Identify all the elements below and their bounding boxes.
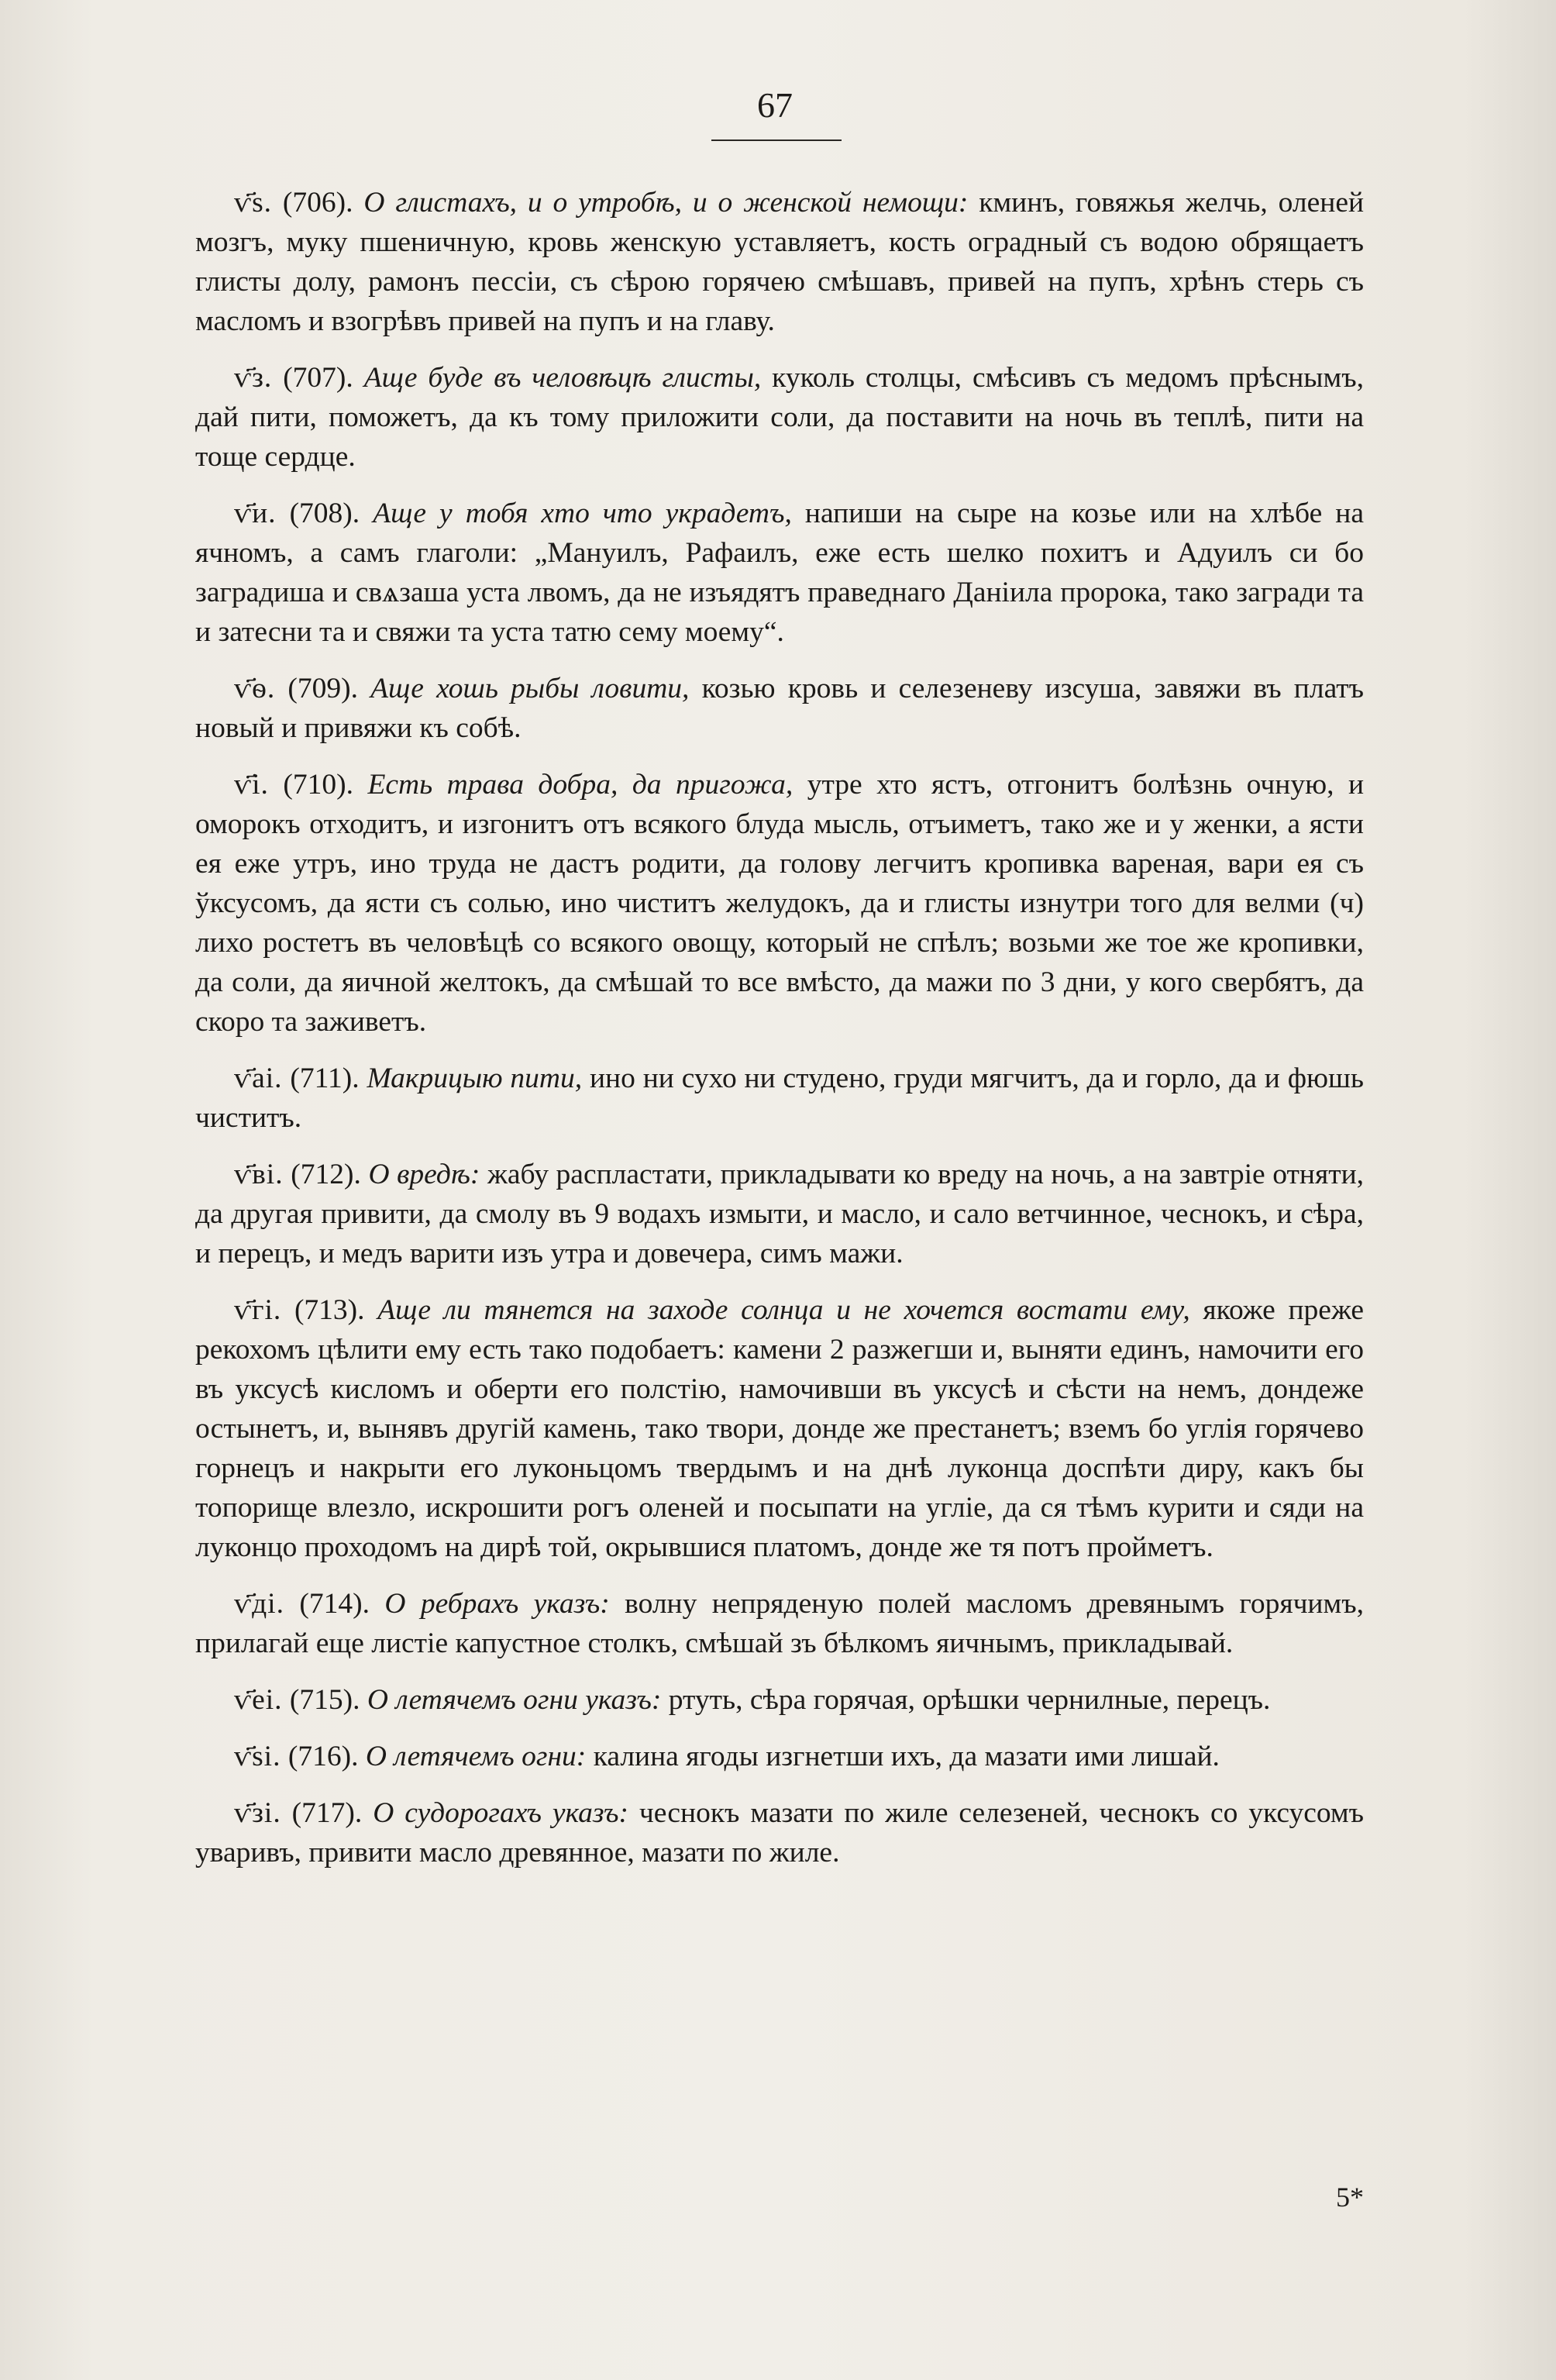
paragraph-ref: (713). xyxy=(294,1294,365,1326)
paragraph-body: утре хто ястъ, отгонитъ болѣзнь очную, и оморокъ отходитъ, и изгонитъ отъ всякого блуда мысль, отъиметъ, тако же и у женки, а ясти ея еже утръ, ино труда не дастъ родити, да голову легчитъ кропивка вареная, вари ея съ ўксусомъ, да ясти съ солью, ино чиститъ желудокъ, да и глисты изнутри того для велми (ч) лихо ростетъ въ человѣцѣ со всякого овощу, который не спѣлъ; возьми же тое же кропивки, да соли, да яичной желтокъ, да смѣшай то все вмѣсто, да мажи по 3 дни, у кого свербятъ, да скоро та заживетъ. xyxy=(195,769,1365,1038)
paragraph-ref: (714). xyxy=(299,1588,370,1620)
paragraph-713 xyxy=(195,1290,1364,1567)
paragraph-708 xyxy=(195,494,1364,652)
paragraph-title: Есть трава добра, да пригожа, xyxy=(367,769,793,801)
paragraph-ref: (708). xyxy=(289,498,360,529)
paragraph-711 xyxy=(195,1059,1364,1138)
paragraph-body: якоже преже рекохомъ цѣлити ему есть тако подобаетъ: камени 2 разжегши и, выняти единъ, намочити его въ уксусѣ кисломъ и оберти его полстію, намочивши въ уксусѣ и сѣсти на немъ, дондеже остынетъ, и, вынявъ другій камень, тако твори, донде же престанетъ; вземъ бо углія горячево горнецъ и накрыти его луконьцомъ твердымъ и на днѣ луконца доспѣти диру, какъ бы топорище влезло, искрошити рогъ оленей и посыпати на угліе, да ся тѣмъ курити и сяди на луконцо проходомъ на дирѣ той, окрывшися платомъ, донде же тя потъ пройметъ. xyxy=(195,1294,1365,1563)
paragraph-ref: (716). xyxy=(287,1741,359,1772)
page-number: 67 xyxy=(757,85,793,125)
paragraph-715 xyxy=(195,1680,1364,1720)
paragraph-ref: (707). xyxy=(283,362,353,394)
paragraph-body: жабу распластати, прикладывати ко вреду на ночь, а на завтріе отняти, да другая привити, да смолу въ 9 водахъ измыти, и масло, и сало ветчинное, чеснокъ, и сѣра, и перецъ, и медъ варити изъ утра и довечера, симъ мажи. xyxy=(195,1159,1365,1269)
paragraph-title: О летячемъ огни: xyxy=(365,1741,587,1772)
paragraph-712 xyxy=(195,1155,1364,1273)
paragraph-title: О глистахъ, и о утробѣ, и о женской немощи: xyxy=(363,187,969,219)
paragraph-title: О летячемъ огни указъ: xyxy=(367,1684,662,1716)
paragraph-ref: (715). xyxy=(289,1684,360,1716)
paragraph-ref: (711). xyxy=(290,1063,360,1094)
paragraph-title: О ребрахъ указъ: xyxy=(384,1588,610,1620)
paragraph-ref: (710). xyxy=(283,769,353,801)
paragraph-body: волну непряденую полей масломъ древянымъ горячимъ, прилагай еще листіе капустное столкъ, смѣшай зъ бѣлкомъ яичнымъ, прикладывай. xyxy=(195,1588,1364,1659)
signature-mark: 5* xyxy=(1336,2182,1364,2213)
paragraph-body: ртуть, сѣра горячая, орѣшки чернилные, перецъ. xyxy=(668,1684,1271,1716)
page-number-rule xyxy=(711,139,842,141)
paragraph-title: Аще хошь рыбы ловити, xyxy=(370,673,690,704)
paragraph-numeral: ѵ҃ві. xyxy=(234,1159,284,1190)
paragraph-title: Макрицыю пити, xyxy=(367,1063,583,1094)
paragraph-numeral: ѵ҃з. xyxy=(234,362,273,394)
paragraph-709 xyxy=(195,669,1364,748)
paragraph-ref: (706). xyxy=(282,187,353,219)
paragraph-body: куколь столцы, смѣсивъ съ медомъ прѣснымъ, дай пити, поможетъ, да къ тому приложити соли, да поставити на ночь въ теплѣ, пити на тоще сердце. xyxy=(195,362,1364,473)
paragraph-body: кминъ, говяжья желчь, оленей мозгъ, муку пшеничную, кровь женскую уставляетъ, кость оградный съ водою обрящаетъ глисты долу, рамонъ пессіи, съ сѣрою горячею смѣшавъ, привей на пупъ, хрѣнъ стерь съ масломъ и взогрѣвъ привей на пупъ и на главу. xyxy=(195,187,1365,337)
paragraph-title: Аще буде въ человѣцѣ глисты, xyxy=(363,362,762,394)
paragraph-710 xyxy=(195,765,1364,1042)
paragraph-numeral: ѵ҃еі. xyxy=(234,1684,283,1716)
paragraph-body: ино ни сухо ни студено, груди мягчитъ, да и горло, да и фюшь чиститъ. xyxy=(195,1063,1365,1134)
paragraph-title: Аще у тобя хто что украдетъ, xyxy=(373,498,792,529)
paragraph-numeral: ѵ҃и. xyxy=(234,498,277,529)
paragraph-numeral: ѵ҃ѕі. xyxy=(234,1741,281,1772)
paragraph-ref: (712). xyxy=(291,1159,361,1190)
paragraph-714 xyxy=(195,1584,1364,1663)
paragraph-body: калина ягоды изгнетши ихъ, да мазати ими лишай. xyxy=(593,1741,1220,1772)
paragraph-717 xyxy=(195,1793,1364,1872)
paragraph-706 xyxy=(195,183,1364,341)
main-text xyxy=(195,183,1364,1889)
paragraph-707 xyxy=(195,358,1364,477)
paragraph-numeral: ѵ҃аі. xyxy=(234,1063,283,1094)
paragraph-title: О вредѣ: xyxy=(368,1159,480,1190)
paragraph-numeral: ѵ҃і. xyxy=(234,769,269,801)
paragraph-ref: (717). xyxy=(291,1797,363,1829)
paragraph-numeral: ѵ҃ді. xyxy=(234,1588,284,1620)
paragraph-numeral: ѵ҃ѳ. xyxy=(234,673,276,704)
paragraph-numeral: ѵ҃гі. xyxy=(234,1294,282,1326)
paragraph-numeral: ѵ҃ѕ. xyxy=(234,187,273,219)
paragraph-ref: (709). xyxy=(287,673,358,704)
paragraph-body: чеснокъ мазати по жиле селезеней, чеснокъ со уксусомъ уваривъ, привити масло древянное, мазати по жиле. xyxy=(195,1797,1365,1869)
paragraph-title: Аще ли тянется на заходе солнца и не хочется востати ему, xyxy=(377,1294,1190,1326)
paragraph-body: напиши на сыре на козье или на хлѣбе на ячномъ, а самъ глаголи: „Мануилъ, Рафаилъ, еже есть шелко похитъ и Адуилъ си бо заградиша и свѧзаша уста лвомъ, да не изъядятъ праведнаго Даніила пророка, тако загради та и затесни та и свяжи та уста татю сему моему“. xyxy=(195,498,1365,648)
paragraph-numeral: ѵ҃зі. xyxy=(234,1797,281,1829)
paragraph-body: козью кровь и селезеневу изсуша, завяжи въ платъ новый и привяжи къ собѣ. xyxy=(195,673,1365,744)
paragraph-title: О судорогахъ указъ: xyxy=(373,1797,628,1829)
paragraph-716 xyxy=(195,1737,1364,1776)
